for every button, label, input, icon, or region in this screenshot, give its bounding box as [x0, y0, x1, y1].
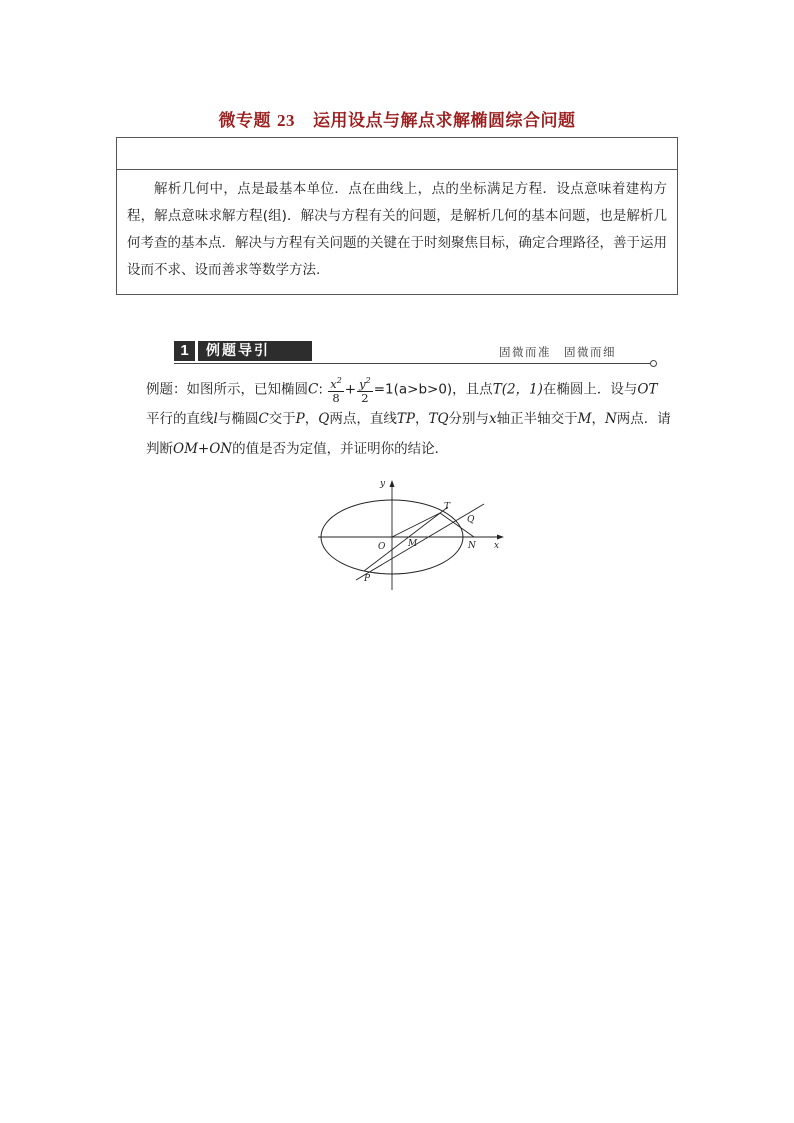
frac1-numerator: x: [330, 376, 337, 391]
label-x: x: [494, 541, 500, 551]
point-P: P: [295, 411, 305, 427]
label-M: M: [408, 539, 418, 549]
point-N: N: [604, 411, 617, 427]
problem-text-run: 轴正半轴交于: [496, 411, 578, 427]
curve-name: C: [258, 411, 269, 427]
y-axis-arrow: [390, 480, 395, 487]
axis-x: x: [489, 411, 497, 427]
point-T: T(2，1): [492, 381, 543, 398]
label-T: T: [444, 502, 451, 512]
segment-OT: [392, 513, 440, 537]
problem-line-1: 例题：如图所示，已知椭圆C: $\frac{x^2}{8}$ + $\frac{y^2}{2}$ =1(a>b>0)，且点T(2，1)在椭圆上．设与OT: [146, 376, 658, 405]
equation-rest: =1(a>b>0)，且点: [373, 381, 493, 398]
section-rule: [174, 363, 652, 364]
label-N: N: [468, 541, 476, 551]
line-TQ: TQ: [428, 411, 449, 427]
problem-line-3: [146, 434, 682, 464]
intro-paragraph: 解析几何中，点是最基本单位．点在曲线上，点的坐标满足方程．设点意味着建构方程，解点意味求解方程(组)．解决与方程有关的问题，是解析几何的基本问题，也是解析几何考查的基本点．解决与方程有关问题的关键在于时刻聚焦目标，确定合理路径，善于运用设而不求、设而善求等数学方法.: [127, 181, 667, 278]
line-l: [356, 504, 484, 580]
section-number: 1: [174, 341, 195, 361]
frac2-denominator: 2: [361, 390, 369, 405]
point-Q: Q: [318, 411, 330, 427]
problem-text-run: 判断: [146, 441, 173, 457]
title-number: 23: [277, 111, 295, 130]
title-prefix: 微专题: [218, 111, 271, 131]
section-rule-end-circle: [650, 360, 657, 367]
expression-OM-plus-ON: OM+ON: [173, 441, 233, 457]
problem-text-run: 交于: [268, 411, 296, 427]
title-text: 运用设点与解点求解椭圆综合问题: [313, 111, 576, 131]
ellipse-figure: [312, 474, 512, 594]
label-Q: Q: [467, 515, 475, 525]
line-TP: TP: [396, 411, 415, 427]
label-P: P: [364, 574, 371, 584]
curve-name: C: [308, 381, 319, 398]
problem-text-run: 分别与: [448, 411, 490, 427]
problem-text-run: 两点，直线: [329, 411, 397, 427]
section-header: [174, 340, 656, 370]
problem-text-run: 与椭圆: [217, 411, 259, 427]
problem-text-run: 平行的直线: [146, 411, 214, 427]
section-slogan: 固微而准 固微而细: [499, 345, 616, 359]
problem-text: [146, 374, 682, 464]
problem-line-2: 平行的直线l与椭圆C交于P，Q两点，直线TP，TQ分别与x轴正半轴交于M，N两点．请: [146, 411, 671, 427]
label-y: y: [380, 479, 386, 489]
x-axis-arrow: [497, 535, 504, 540]
section-title: 例题导引: [198, 341, 312, 361]
intro-box: [116, 137, 678, 295]
point-M: M: [577, 411, 592, 427]
segment-OT: OT: [637, 381, 658, 398]
fraction-y2-over-2: $\frac{y^2}{2}$: [359, 376, 371, 405]
problem-text-run: 例题：如图所示，已知椭圆: [146, 381, 308, 398]
page-title: [0, 106, 794, 131]
label-O: O: [378, 542, 386, 552]
problem-text-run: 的值是否为定值，并证明你的结论．: [232, 441, 449, 457]
frac2-numerator: y: [359, 376, 366, 391]
fraction-x2-over-8: $\frac{x^2}{8}$: [330, 376, 342, 405]
line-TP: [364, 507, 448, 571]
frac1-denominator: 8: [332, 390, 340, 405]
intro-box-header-row: [117, 138, 677, 170]
problem-text-run: 两点．请: [616, 411, 671, 427]
problem-text-run: 在椭圆上．设与: [542, 381, 638, 398]
line-l: l: [213, 411, 218, 427]
